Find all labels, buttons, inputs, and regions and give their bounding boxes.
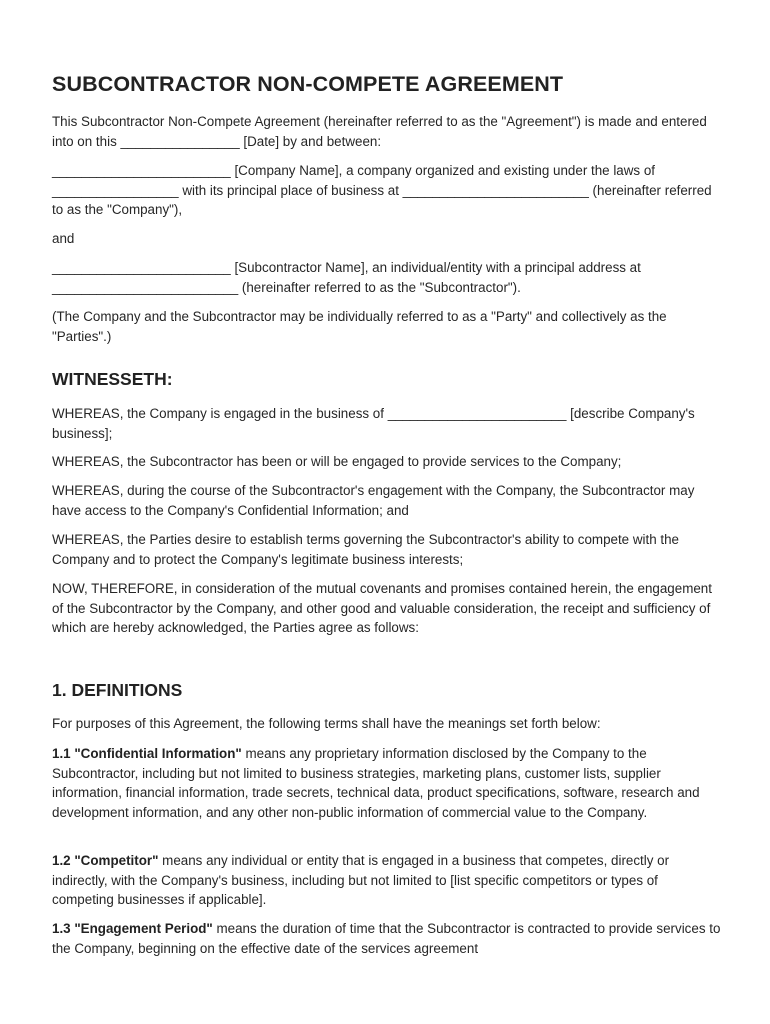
and-paragraph: and (52, 231, 75, 246)
definition-term: 1.3 "Engagement Period" (52, 921, 213, 936)
company-party-paragraph: ________________________ [Company Name], a company organized and existing under the laws of _________________ with its principal place of business at _________________________ (hereinafter referred to as the "Company"), (52, 163, 712, 217)
intro-paragraph: This Subcontractor Non-Compete Agreement (hereinafter referred to as the "Agreement") is made and entered into on this ________________ [Date] by and between: (52, 114, 707, 149)
whereas-paragraph: WHEREAS, the Parties desire to establish terms governing the Subcontractor's ability to compete with the Company and to protect the Company's legitimate business interests; (52, 532, 679, 567)
whereas-paragraph: WHEREAS, the Subcontractor has been or will be engaged to provide services to the Company; (52, 454, 622, 469)
definitions-intro: For purposes of this Agreement, the following terms shall have the meanings set forth below: (52, 716, 601, 731)
whereas-paragraph: WHEREAS, the Company is engaged in the business of ________________________ [describe Company's business]; (52, 406, 695, 441)
parties-definition-paragraph: (The Company and the Subcontractor may be individually referred to as a "Party" and collectively as the "Parties".) (52, 309, 667, 344)
definition-term: 1.1 "Confidential Information" (52, 746, 242, 761)
document-title: SUBCONTRACTOR NON-COMPETE AGREEMENT (52, 72, 564, 96)
definition-text: means any individual or entity that is engaged in a business that competes, directly or indirectly, with the Company's business, including but not limited to [list specific competitors or types of competing businesses if applicable]. (52, 853, 670, 907)
definition-item (52, 851, 722, 910)
definition-term: 1.2 "Competitor" (52, 853, 159, 868)
subcontractor-party-paragraph: ________________________ [Subcontractor Name], an individual/entity with a principal address at _________________________ (hereinafter referred to as the "Subcontractor"). (52, 260, 641, 295)
definition-text: means any proprietary information disclosed by the Company to the Subcontractor, including but not limited to business strategies, marketing plans, customer lists, supplier information, financial information, trade secrets, technical data, product specifications, software, research and development information, and any other non-public information of commercial value to the Company. (52, 746, 700, 820)
whereas-paragraph: WHEREAS, during the course of the Subcontractor's engagement with the Company, the Subcontractor may have access to the Company's Confidential Information; and (52, 483, 695, 518)
definition-item (52, 919, 722, 958)
definition-item (52, 744, 722, 822)
definitions-heading: 1. DEFINITIONS (52, 680, 183, 700)
definition-text: means the duration of time that the Subcontractor is contracted to provide services to the Company, beginning on the effective date of the services agreement (52, 921, 721, 956)
witnesseth-heading: WITNESSETH: (52, 369, 173, 389)
now-therefore-paragraph: NOW, THEREFORE, in consideration of the mutual covenants and promises contained herein, the engagement of the Subcontractor by the Company, and other good and valuable consideration, the receipt and sufficiency of which are hereby acknowledged, the Parties agree as follows: (52, 581, 712, 635)
